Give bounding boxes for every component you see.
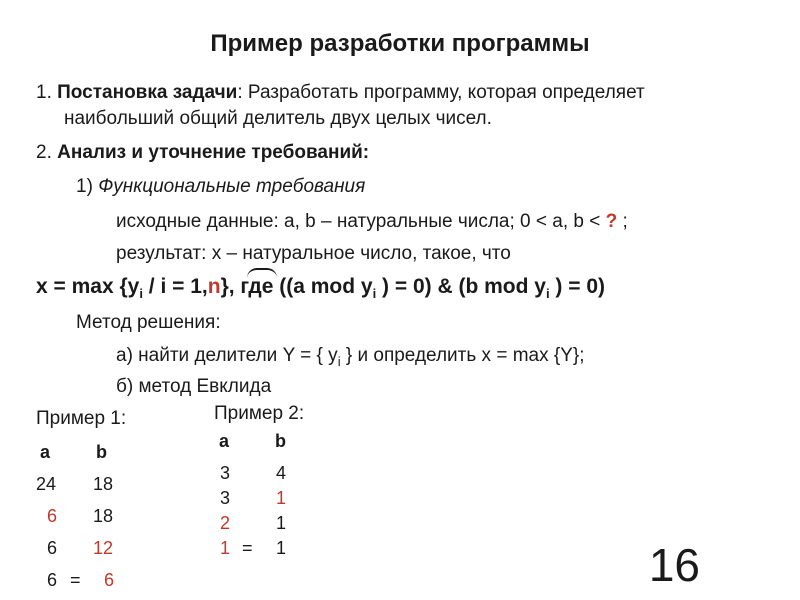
method-a-text: а) найти делители Y = { y <box>116 345 338 366</box>
example1-row2-a: 6 <box>47 506 58 526</box>
example2-row1-a: 3 <box>220 463 231 483</box>
functional-number: 1) <box>76 176 93 197</box>
method-a-sub: i <box>337 354 341 369</box>
example1-label: Пример 1: <box>36 408 127 429</box>
page-title: Пример разработки программы <box>210 30 590 57</box>
formula-sub2: i <box>372 286 377 301</box>
example2-col-a: a <box>219 431 230 451</box>
method-heading: Метод решения: <box>76 312 221 333</box>
example2-row3-a: 2 <box>220 513 231 533</box>
example1-row2-b: 18 <box>93 506 114 526</box>
example1-row4-eq: = <box>70 570 81 590</box>
method-a-end: } и определить x = max {Y}; <box>340 345 585 366</box>
method-b: б) метод Евклида <box>116 376 272 397</box>
formula-sub1: i <box>139 286 143 301</box>
page-number: 16 <box>648 539 700 591</box>
formula-sub3: i <box>545 286 550 301</box>
result-line: результат: x – натуральное число, такое, что <box>116 243 511 264</box>
example2-row3-b: 1 <box>276 513 287 533</box>
functional-heading: Функциональные требования <box>98 176 366 197</box>
example2-row4-eq: = <box>242 538 253 558</box>
example1-row1-b: 18 <box>93 474 114 494</box>
example2-col-b: b <box>275 431 286 451</box>
formula-n: n <box>207 275 221 298</box>
item1-line1 <box>36 82 645 104</box>
example2-label: Пример 2: <box>214 403 305 424</box>
item1-number: 1. <box>36 82 52 103</box>
item1-text1: : Разработать программу, которая определяет <box>237 82 645 103</box>
example2-row2-a: 3 <box>220 488 231 508</box>
input-data-end: ; <box>617 211 628 232</box>
functional-requirements <box>76 176 365 198</box>
item1-text2: наибольший общий делитель двух целых чисел. <box>64 108 492 129</box>
input-data-text: исходные данные: a, b – натуральные числа; 0 < a, b < <box>116 211 606 232</box>
method-a <box>116 345 585 367</box>
example2-row1-b: 4 <box>276 463 287 483</box>
example2-row4-a: 1 <box>220 538 231 558</box>
gcd-formula <box>36 275 605 299</box>
example1-col-a: a <box>40 442 51 462</box>
input-data-line <box>116 211 628 233</box>
example1-row1-a: 24 <box>36 474 57 494</box>
formula-part3: }, где ((a mod y <box>220 275 373 298</box>
formula-part2: / i = 1, <box>142 275 208 298</box>
item2-heading: Анализ и уточнение требований: <box>57 142 370 163</box>
item2-number: 2. <box>36 142 52 163</box>
example1-row4-a: 6 <box>47 570 58 590</box>
example1-row4-b: 6 <box>104 570 115 590</box>
item1-heading: Постановка задачи <box>57 82 238 103</box>
example1-row3-b: 12 <box>93 538 114 558</box>
formula-part1: x = max {y <box>36 275 140 298</box>
example1-col-b: b <box>96 442 107 462</box>
formula-part5: ) = 0) <box>549 275 606 298</box>
input-upper-bound-question: ? <box>605 211 618 232</box>
example1-row3-a: 6 <box>47 538 58 558</box>
example2-row2-b: 1 <box>276 488 287 508</box>
formula-part4: ) = 0) & (b mod y <box>376 275 546 298</box>
example2-row4-b: 1 <box>276 538 287 558</box>
item2-line <box>36 142 369 164</box>
